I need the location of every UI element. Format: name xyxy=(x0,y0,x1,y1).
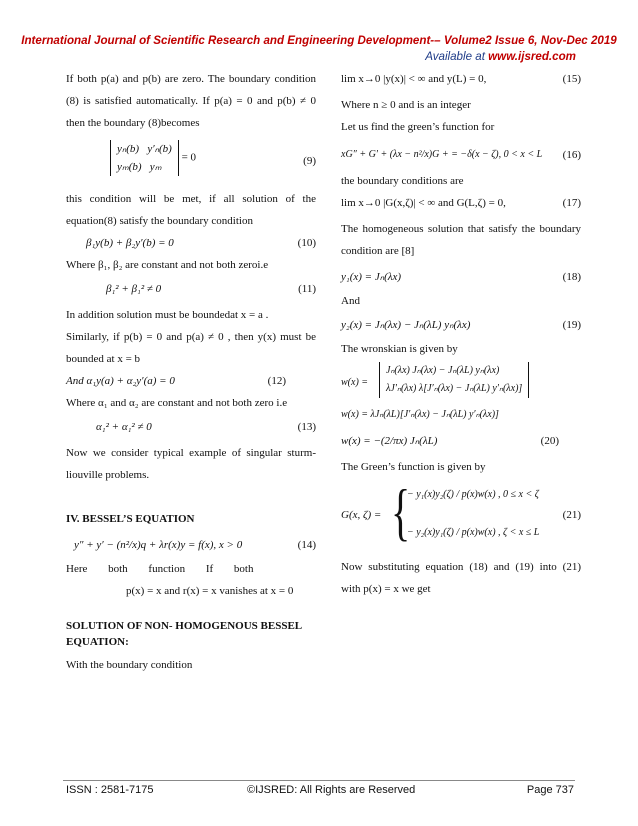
equation-20 xyxy=(341,426,581,456)
paragraph: Where α₁ and α₂ are constant and not both zero i.e xyxy=(66,397,288,409)
paragraph: Here both function If both xyxy=(66,563,254,575)
available-at xyxy=(425,50,576,63)
available-label: Available at xyxy=(425,50,485,63)
sub-heading: SOLUTION OF NON- HOMOGENOUS BESSEL EQUATION: xyxy=(66,620,302,648)
equation-body: y₂(x) = Jₙ(λx) − Jₙ(λL) yₙ(λx) xyxy=(341,319,471,331)
paragraph: Where n ≥ 0 and is an integer xyxy=(341,99,471,111)
paragraph: the boundary conditions are xyxy=(341,175,464,187)
footer-divider xyxy=(63,780,575,781)
matrix-row: Jₙ(λx) Jₙ(λx) − Jₙ(λL) yₙ(λx) xyxy=(386,365,500,376)
wronskian-label: w(x) = xyxy=(341,377,369,388)
journal-header: International Journal of Scientific Research and Engineering Development-– Volume2 Issue 6, Nov-Dec 2019 xyxy=(21,34,617,47)
equation-body: And α₁y(a) + α₂y′(a) = 0 xyxy=(66,375,175,387)
equation-number: (13) xyxy=(297,421,316,433)
equation-number: (12) xyxy=(267,375,286,387)
section-heading: IV. BESSEL’S EQUATION xyxy=(66,513,195,525)
left-column xyxy=(66,68,316,676)
equation-18 xyxy=(341,266,581,288)
equation-10 xyxy=(66,232,316,254)
equation-number: (11) xyxy=(298,283,316,295)
equation-number: (17) xyxy=(562,197,581,209)
equation-body: y″ + y′ − (n²/x)q + λr(x)y = f(x), x > 0 xyxy=(74,539,243,551)
footer-page-number: Page 737 xyxy=(526,784,574,796)
equation-number: (10) xyxy=(297,237,316,249)
paragraph: The Green’s function is given by xyxy=(341,461,486,473)
paragraph: Where β₁, β₂ are constant and not both zeroi.e xyxy=(66,259,269,271)
equation-number: (16) xyxy=(562,149,581,161)
paragraph: If both p(a) and p(b) are zero. The boundary condition (8) is satisfied automatically. If p(a) = 0 and p(b) ≠ 0 then the boundary (8)becomes xyxy=(66,73,316,129)
equation-16 xyxy=(341,138,581,170)
paragraph: And xyxy=(341,295,360,307)
journal-url-link[interactable]: www.ijsred.com xyxy=(488,50,576,63)
case-2: − y₂(x)y₁(ζ) / p(x)w(x) , ζ < x ≤ L xyxy=(407,527,540,538)
paragraph: this condition will be met, if all solution of the equation(8) satisfy the boundary condition xyxy=(66,193,316,227)
equation-number: (15) xyxy=(562,73,581,85)
paragraph: Let us find the green’s function for xyxy=(341,121,495,133)
equation-body: lim x→0 |y(x)| < ∞ and y(L) = 0, xyxy=(341,73,487,85)
equation-17 xyxy=(341,192,581,214)
equation-body: β₁y(b) + β₂y′(b) = 0 xyxy=(86,237,174,249)
footer-copyright: ©IJSRED: All Rights are Reserved xyxy=(247,784,416,796)
equation-number: (20) xyxy=(540,435,559,447)
paragraph: The wronskian is given by xyxy=(341,343,458,355)
paragraph: Now substituting equation (18) and (19) into (21) with p(x) = x we get xyxy=(341,561,581,595)
paragraph: p(x) = x and r(x) = x vanishes at x = 0 xyxy=(126,585,294,597)
equation-body: y₁(x) = Jₙ(λx) xyxy=(341,271,402,283)
paragraph: The homogeneous solution that satisfy the boundary condition are [8] xyxy=(341,223,581,257)
equation-13 xyxy=(66,416,316,438)
equation-19 xyxy=(341,314,581,336)
equation-body: w(x) = λJₙ(λL)[J′ₙ(λx) − Jₙ(λL) y′ₙ(λx)] xyxy=(341,409,499,420)
matrix: yₙ(b) y′ₙ(b) yₘ(b) yₘ xyxy=(110,140,179,176)
equation-body: α₁² + α₁² ≠ 0 xyxy=(96,421,152,433)
paragraph: Similarly, if p(b) = 0 and p(a) ≠ 0 , then y(x) must be bounded at x = b xyxy=(66,331,316,365)
left-brace: { xyxy=(391,475,411,548)
matrix xyxy=(379,362,529,398)
paragraph: With the boundary condition xyxy=(66,659,193,671)
equation-12 xyxy=(66,370,316,392)
equation-9 xyxy=(66,138,316,188)
greens-function-label: G(x, ζ) = xyxy=(341,509,382,521)
paragraph: In addition solution must be boundedat x = a . xyxy=(66,309,269,321)
equation-body: xG″ + G′ + (λx − n²/x)G + = −δ(x − ζ), 0 < x < L xyxy=(341,149,543,160)
equation-number: (19) xyxy=(562,319,581,331)
determinant: yₙ(b) y′ₙ(b) yₘ(b) yₘ = 0 xyxy=(110,140,196,176)
equation-number: (14) xyxy=(297,539,316,551)
equation-14 xyxy=(66,530,316,558)
equation-number: (18) xyxy=(562,271,581,283)
footer-issn: ISSN : 2581-7175 xyxy=(66,784,154,796)
equation-body: β₁² + β₁² ≠ 0 xyxy=(106,283,162,295)
right-column xyxy=(341,68,581,600)
equation-number: (21) xyxy=(562,509,581,521)
wronskian-determinant xyxy=(341,360,581,404)
case-1: − y₁(x)y₂(ζ) / p(x)w(x) , 0 ≤ x < ζ xyxy=(407,489,539,500)
equation-21 xyxy=(341,475,581,552)
matrix-row: λJ′ₙ(λx) λ[J′ₙ(λx) − Jₙ(λL) y′ₙ(λx)] xyxy=(386,383,523,394)
equation-15 xyxy=(341,68,581,90)
equation-number: (9) xyxy=(303,155,316,167)
equation-body: lim x→0 |G(x,ζ)| < ∞ and G(L,ζ) = 0, xyxy=(341,197,506,209)
wronskian-expanded xyxy=(341,404,581,426)
equation-11 xyxy=(66,278,316,300)
paragraph: Now we consider typical example of singular sturm-liouville problems. xyxy=(66,447,316,481)
equation-body: w(x) = −(2/πx) Jₙ(λL) xyxy=(341,435,438,447)
